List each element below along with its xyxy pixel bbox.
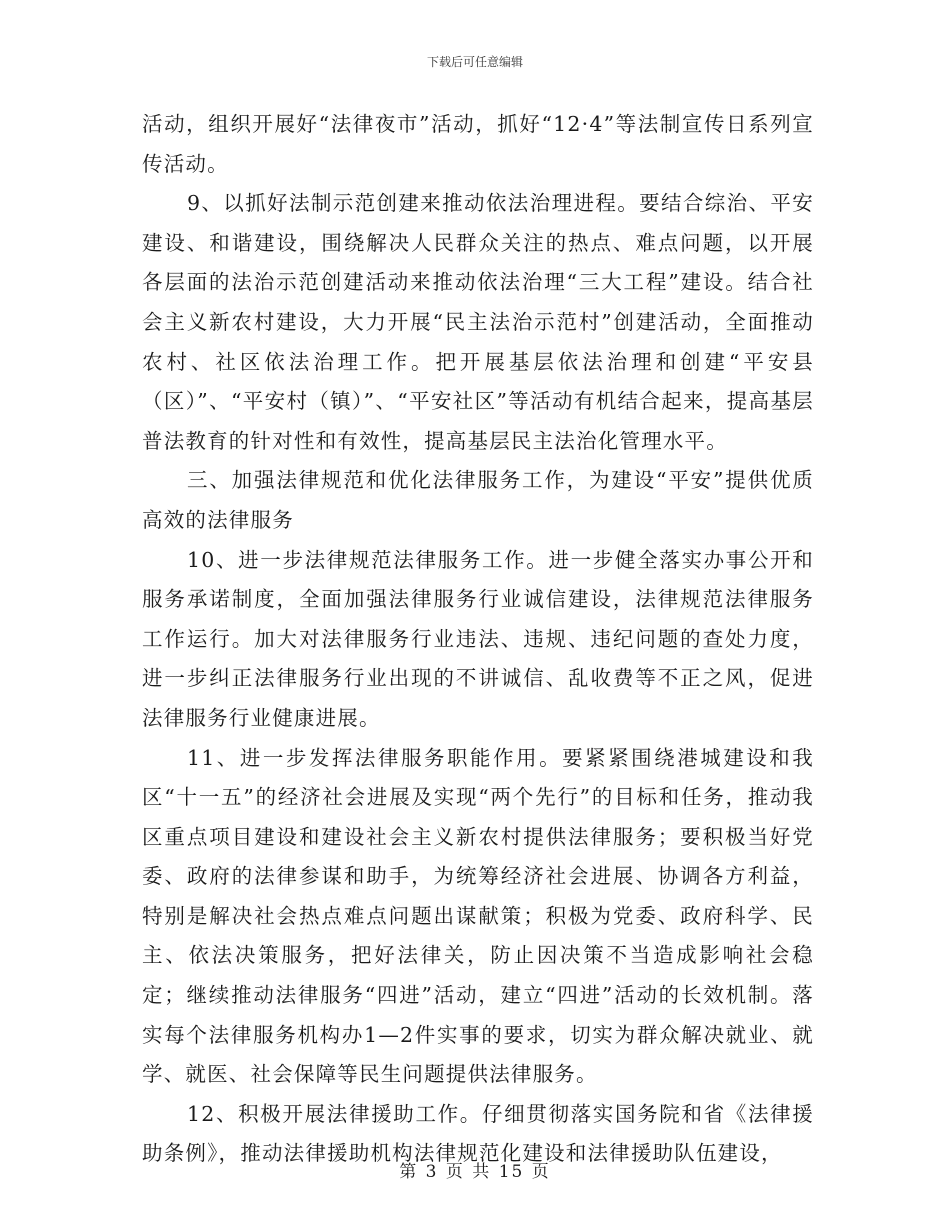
paragraph-continuation: 活动，组织开展好“法律夜市”活动，抓好“12·4”等法制宣传日系列宣传活动。: [142, 112, 814, 176]
page-header: 下载后可任意编辑: [426, 55, 523, 69]
paragraph-item-9: 9、以抓好法制示范创建来推动依法治理进程。要结合综治、平安建设、和谐建设，围绕解决人民群众关注的热点、难点问题，以开展各层面的法治示范创建活动来推动依法治理“三大工程”建设。结合社会主义新农村建设，大力开展“民主法治示范村”创建活动，全面推动农村、社区依法治理工作。把开展基层依法治理和创建“平安县（区）”、“平安村（镇）”、“平安社区”等活动有机结合起来，提高基层普法教育的针对性和有效性，提高基层民主法治化管理水平。: [142, 191, 814, 453]
section-heading-3: 三、加强法律规范和优化法律服务工作，为建设“平安”提供优质高效的法律服务: [142, 468, 814, 532]
paragraph-item-12: 12、积极开展法律援助工作。仔细贯彻落实国务院和省《法律援助条例》，推动法律援助机构法律规范化建设和法律援助队伍建设，: [142, 1101, 814, 1166]
page-number-footer: 第 3 页 共 15 页: [399, 1162, 551, 1182]
paragraph-item-10: 10、进一步法律规范法律服务工作。进一步健全落实办事公开和服务承诺制度，全面加强法律服务行业诚信建设，法律规范法律服务工作运行。加大对法律服务行业违法、违规、违纪问题的查处力度，进一步纠正法律服务行业出现的不讲诚信、乱收费等不正之风，促进法律服务行业健康进展。: [142, 547, 814, 730]
document-body: [142, 105, 814, 1174]
paragraph-item-11: 11、进一步发挥法律服务职能作用。要紧紧围绕港城建设和我区“十一五”的经济社会进展及实现“两个先行”的目标和任务，推动我区重点项目建设和建设社会主义新农村提供法律服务；要积极当好党委、政府的法律参谋和助手，为统筹经济社会进展、协调各方利益，特别是解决社会热点难点问题出谋献策；积极为党委、政府科学、民主、依法决策服务，把好法律关，防止因决策不当造成影响社会稳定；继续推动法律服务“四进”活动，建立“四进”活动的长效机制。落实每个法律服务机构办1—2件实事的要求，切实为群众解决就业、就学、就医、社会保障等民生问题提供法律服务。: [142, 745, 814, 1087]
